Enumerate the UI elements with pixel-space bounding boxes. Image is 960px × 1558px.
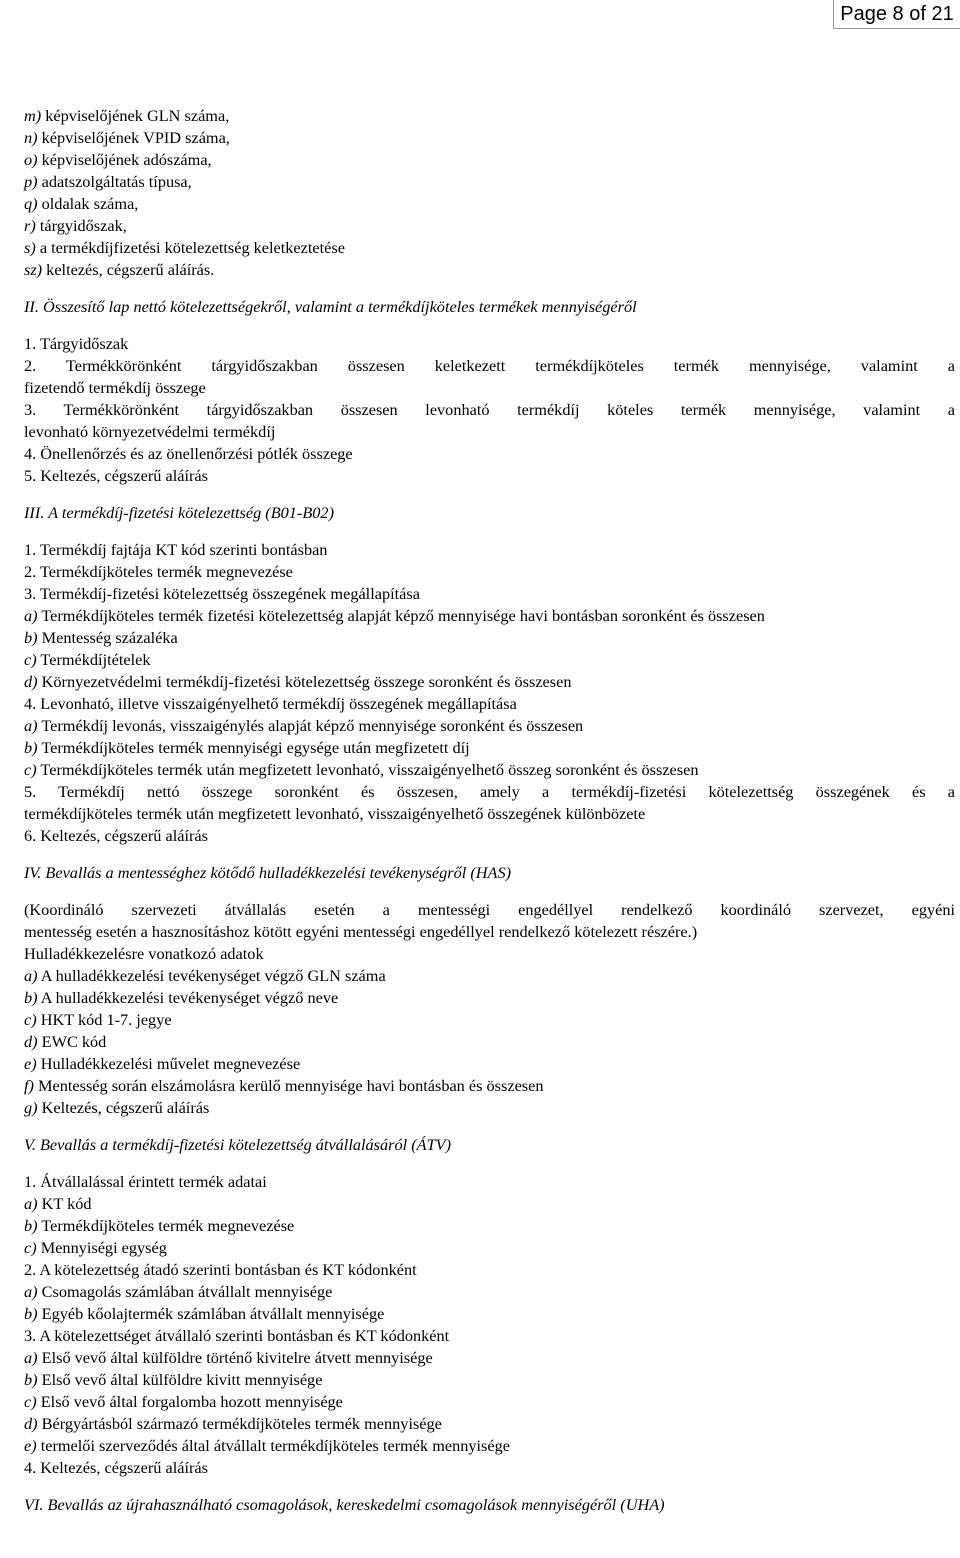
- item-label: d): [24, 1414, 38, 1433]
- section-iii-item-2: 2. Termékdíjköteles termék megnevezése: [24, 562, 293, 581]
- item-label: b): [24, 1304, 38, 1323]
- list-item: b) Termékdíjköteles termék mennyiségi egysége után megfizetett díj: [24, 738, 470, 757]
- section-ii-item-2-cont: fizetendő termékdíj összege: [24, 378, 206, 397]
- section-v-heading: V. Bevallás a termékdíj-fizetési kötelezettség átvállalásáról (ÁTV): [24, 1135, 451, 1154]
- list-item: c) Termékdíjköteles termék után megfizetett levonható, visszaigényelhető összeg soronként és összesen: [24, 760, 699, 779]
- item-label: sz): [24, 260, 43, 279]
- list-item: c) Első vevő által forgalomba hozott mennyisége: [24, 1392, 343, 1411]
- list-item: a) KT kód: [24, 1194, 92, 1213]
- list-item: d) Környezetvédelmi termékdíj-fizetési kötelezettség összege soronként és összesen: [24, 672, 572, 691]
- list-item: b) Mentesség százaléka: [24, 628, 178, 647]
- list-item: sz) keltezés, cégszerű aláírás.: [24, 260, 215, 279]
- list-item: d) EWC kód: [24, 1032, 107, 1051]
- list-item: q) oldalak száma,: [24, 194, 139, 213]
- list-item: a) A hulladékkezelési tevékenységet végző GLN száma: [24, 966, 386, 985]
- item-label: c): [24, 1238, 37, 1257]
- item-label: s): [24, 238, 36, 257]
- item-label: r): [24, 216, 36, 235]
- item-label: b): [24, 988, 38, 1007]
- section-v-item-2: 2. A kötelezettség átadó szerinti bontásban és KT kódonként: [24, 1260, 417, 1279]
- section-ii-item-5: 5. Keltezés, cégszerű aláírás: [24, 466, 208, 485]
- list-item: o) képviselőjének adószáma,: [24, 150, 212, 169]
- list-item: c) Termékdíjtételek: [24, 650, 151, 669]
- list-item: f) Mentesség során elszámolásra kerülő mennyisége havi bontásban és összesen: [24, 1076, 544, 1095]
- item-label: q): [24, 194, 38, 213]
- item-label: a): [24, 716, 38, 735]
- section-ii-item-3-cont: levonható környezetvédelmi termékdíj: [24, 422, 276, 441]
- list-item: b) Első vevő által külföldre kivitt mennyisége: [24, 1370, 323, 1389]
- section-ii-item-2: 2. Termékkörönként tárgyidőszakban összesen keletkezett termékdíjköteles termék mennyisége, valamint a: [24, 356, 955, 375]
- item-label: o): [24, 150, 38, 169]
- list-item: c) HKT kód 1-7. jegye: [24, 1010, 172, 1029]
- list-item: e) termelői szerveződés által átvállalt termékdíjköteles termék mennyisége: [24, 1436, 510, 1455]
- list-item: p) adatszolgáltatás típusa,: [24, 172, 192, 191]
- section-v-item-4: 4. Keltezés, cégszerű aláírás: [24, 1458, 208, 1477]
- section-iv-subheading: Hulladékkezelésre vonatkozó adatok: [24, 944, 264, 963]
- item-label: m): [24, 106, 42, 125]
- section-iii-item-4: 4. Levonható, illetve visszaigényelhető termékdíj összegének megállapítása: [24, 694, 517, 713]
- section-v-item-3: 3. A kötelezettséget átvállaló szerinti bontásban és KT kódonként: [24, 1326, 450, 1345]
- section-iv-paragraph-cont: mentesség esetén a hasznosításhoz kötött egyéni mentességi engedéllyel rendelkező kötelezett részére.): [24, 922, 698, 941]
- list-item: d) Bérgyártásból származó termékdíjköteles termék mennyisége: [24, 1414, 442, 1433]
- section-iv-paragraph: (Koordináló szervezeti átvállalás esetén a mentességi engedéllyel rendelkező koordináló szervezet, egyéni: [24, 900, 955, 919]
- page-number: Page 8 of 21: [833, 0, 960, 29]
- list-item: a) Termékdíjköteles termék fizetési kötelezettség alapját képző mennyisége havi bontásban soronként és összesen: [24, 606, 765, 625]
- document-body: [24, 105, 955, 1516]
- list-item: g) Keltezés, cégszerű aláírás: [24, 1098, 210, 1117]
- item-label: b): [24, 1216, 38, 1235]
- section-iii-item-5: 5. Termékdíj nettó összege soronként és összesen, amely a termékdíj-fizetési kötelezettség összegének és a: [24, 782, 955, 801]
- intro-list: [24, 105, 955, 281]
- list-item: a) Csomagolás számlában átvállalt mennyisége: [24, 1282, 333, 1301]
- item-label: f): [24, 1076, 34, 1095]
- section-ii-item-4: 4. Önellenőrzés és az önellenőrzési pótlék összege: [24, 444, 353, 463]
- item-label: a): [24, 1282, 38, 1301]
- item-label: n): [24, 128, 38, 147]
- list-item: r) tárgyidőszak,: [24, 216, 127, 235]
- list-item: m) képviselőjének GLN száma,: [24, 106, 230, 125]
- item-label: d): [24, 1032, 38, 1051]
- item-label: a): [24, 966, 38, 985]
- item-label: g): [24, 1098, 38, 1117]
- item-label: a): [24, 606, 38, 625]
- list-item: n) képviselőjének VPID száma,: [24, 128, 230, 147]
- section-iv-heading: IV. Bevallás a mentességhez kötődő hulladékkezelési tevékenységről (HAS): [24, 863, 512, 882]
- section-iii-item-6: 6. Keltezés, cégszerű aláírás: [24, 826, 208, 845]
- section-ii-item-3: 3. Termékkörönként tárgyidőszakban összesen levonható termékdíj köteles termék mennyisége, valamint a: [24, 400, 955, 419]
- item-label: c): [24, 1392, 37, 1411]
- list-item: s) a termékdíjfizetési kötelezettség keletkeztetése: [24, 238, 345, 257]
- item-label: b): [24, 628, 38, 647]
- list-item: b) Egyéb kőolajtermék számlában átvállalt mennyisége: [24, 1304, 385, 1323]
- section-vi-heading: VI. Bevallás az újrahasználható csomagolások, kereskedelmi csomagolások mennyiségéről (UHA): [24, 1495, 665, 1514]
- item-label: b): [24, 1370, 38, 1389]
- item-label: d): [24, 672, 38, 691]
- item-label: a): [24, 1194, 38, 1213]
- list-item: b) Termékdíjköteles termék megnevezése: [24, 1216, 295, 1235]
- item-label: e): [24, 1436, 37, 1455]
- item-label: c): [24, 650, 37, 669]
- section-iii-item-5-cont: termékdíjköteles termék után megfizetett levonható, visszaigényelhető összegének különbözete: [24, 804, 646, 823]
- list-item: c) Mennyiségi egység: [24, 1238, 167, 1257]
- section-ii-heading: II. Összesítő lap nettó kötelezettségekről, valamint a termékdíjköteles termékek mennyiségéről: [24, 297, 637, 316]
- list-item: a) Termékdíj levonás, visszaigénylés alapját képző mennyisége soronként és összesen: [24, 716, 584, 735]
- item-label: e): [24, 1054, 37, 1073]
- item-label: c): [24, 1010, 37, 1029]
- section-iii-item-1: 1. Termékdíj fajtája KT kód szerinti bontásban: [24, 540, 328, 559]
- item-label: c): [24, 760, 37, 779]
- item-label: b): [24, 738, 38, 757]
- section-iii-heading: III. A termékdíj-fizetési kötelezettség (B01-B02): [24, 503, 334, 522]
- item-label: a): [24, 1348, 38, 1367]
- section-iii-item-3: 3. Termékdíj-fizetési kötelezettség összegének megállapítása: [24, 584, 420, 603]
- item-label: p): [24, 172, 38, 191]
- section-ii-item-1: 1. Tárgyidőszak: [24, 334, 129, 353]
- section-v-item-1: 1. Átvállalással érintett termék adatai: [24, 1172, 267, 1191]
- list-item: a) Első vevő által külföldre történő kivitelre átvett mennyisége: [24, 1348, 433, 1367]
- list-item: b) A hulladékkezelési tevékenységet végző neve: [24, 988, 339, 1007]
- list-item: e) Hulladékkezelési művelet megnevezése: [24, 1054, 301, 1073]
